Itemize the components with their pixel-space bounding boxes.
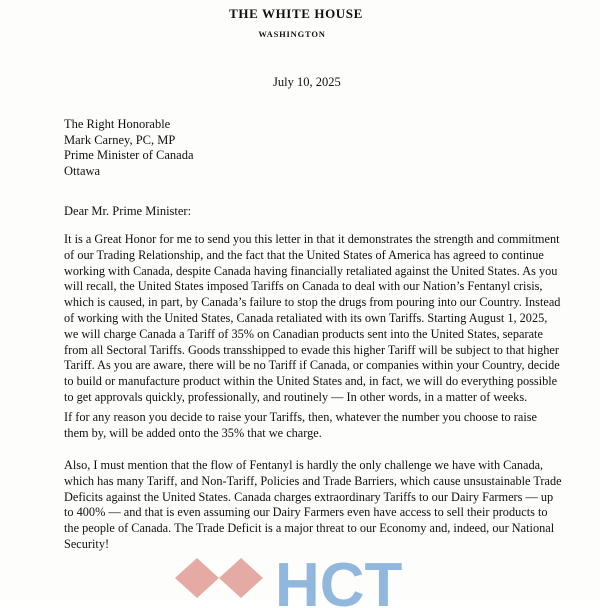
letterhead-title: THE WHITE HOUSE xyxy=(229,6,363,21)
letterhead xyxy=(0,6,600,40)
watermark-logo xyxy=(175,548,455,608)
logo-mark-icon xyxy=(175,558,263,598)
salutation: Dear Mr. Prime Minister: xyxy=(64,204,192,218)
body-paragraph: It is a Great Honor for me to send you this letter in that it demonstrates the strength and commitment of our Trading Relationship, and the fact that the United States of America has agreed to continue working with Canada, despite Canada having financially retaliated against the United States. As you will recall, the United States imposed Tariffs on Canada to deal with our Nation’s Fentanyl crisis, which is caused, in part, by Canada’s failure to stop the drugs from pouring into our Country. Instead of working with the United States, Canada retaliated with its own Tariffs. Starting August 1, 2025, we will charge Canada a Tariff of 35% on Canadian products sent into the United States, separate from all Sectoral Tariffs. Goods transshipped to evade this higher Tariff will be subject to that higher Tariff. As you are aware, there will be no Tariff if Canada, or companies within your Country, decide to build or manufacture product within the United States and, in fact, we will do everything possible to get approvals quickly, professionally, and routinely — In other words, in a matter of weeks. xyxy=(64,232,561,404)
body-paragraph: Also, I must mention that the flow of Fentanyl is hardly the only challenge we have with Canada, which has many Tariff, and Non-Tariff, Policies and Trade Barriers, which cause unsustainable Trade Deficits against the United States. Canada charges extraordinary Tariffs to our Dairy Farmers — up to 400% — and that is even assuming our Dairy Farmers even have access to sell their products to the people of Canada. The Trade Deficit is a major threat to our Economy and, indeed, our National Security! xyxy=(64,458,562,551)
recipient-line: The Right Honorable xyxy=(64,117,171,131)
watermark-text: HCT xyxy=(275,551,403,608)
recipient-address xyxy=(64,117,194,179)
recipient-line: Prime Minister of Canada xyxy=(64,148,194,162)
body-paragraph: If for any reason you decide to raise your Tariffs, then, whatever the number you choose to raise them by, will be added onto the 35% that we charge. xyxy=(64,410,537,440)
recipient-line: Ottawa xyxy=(64,163,101,178)
letterhead-subtitle: WASHINGTON xyxy=(258,29,326,39)
recipient-line: Mark Carney, PC, MP xyxy=(64,132,176,147)
letter-date: July 10, 2025 xyxy=(273,75,341,89)
